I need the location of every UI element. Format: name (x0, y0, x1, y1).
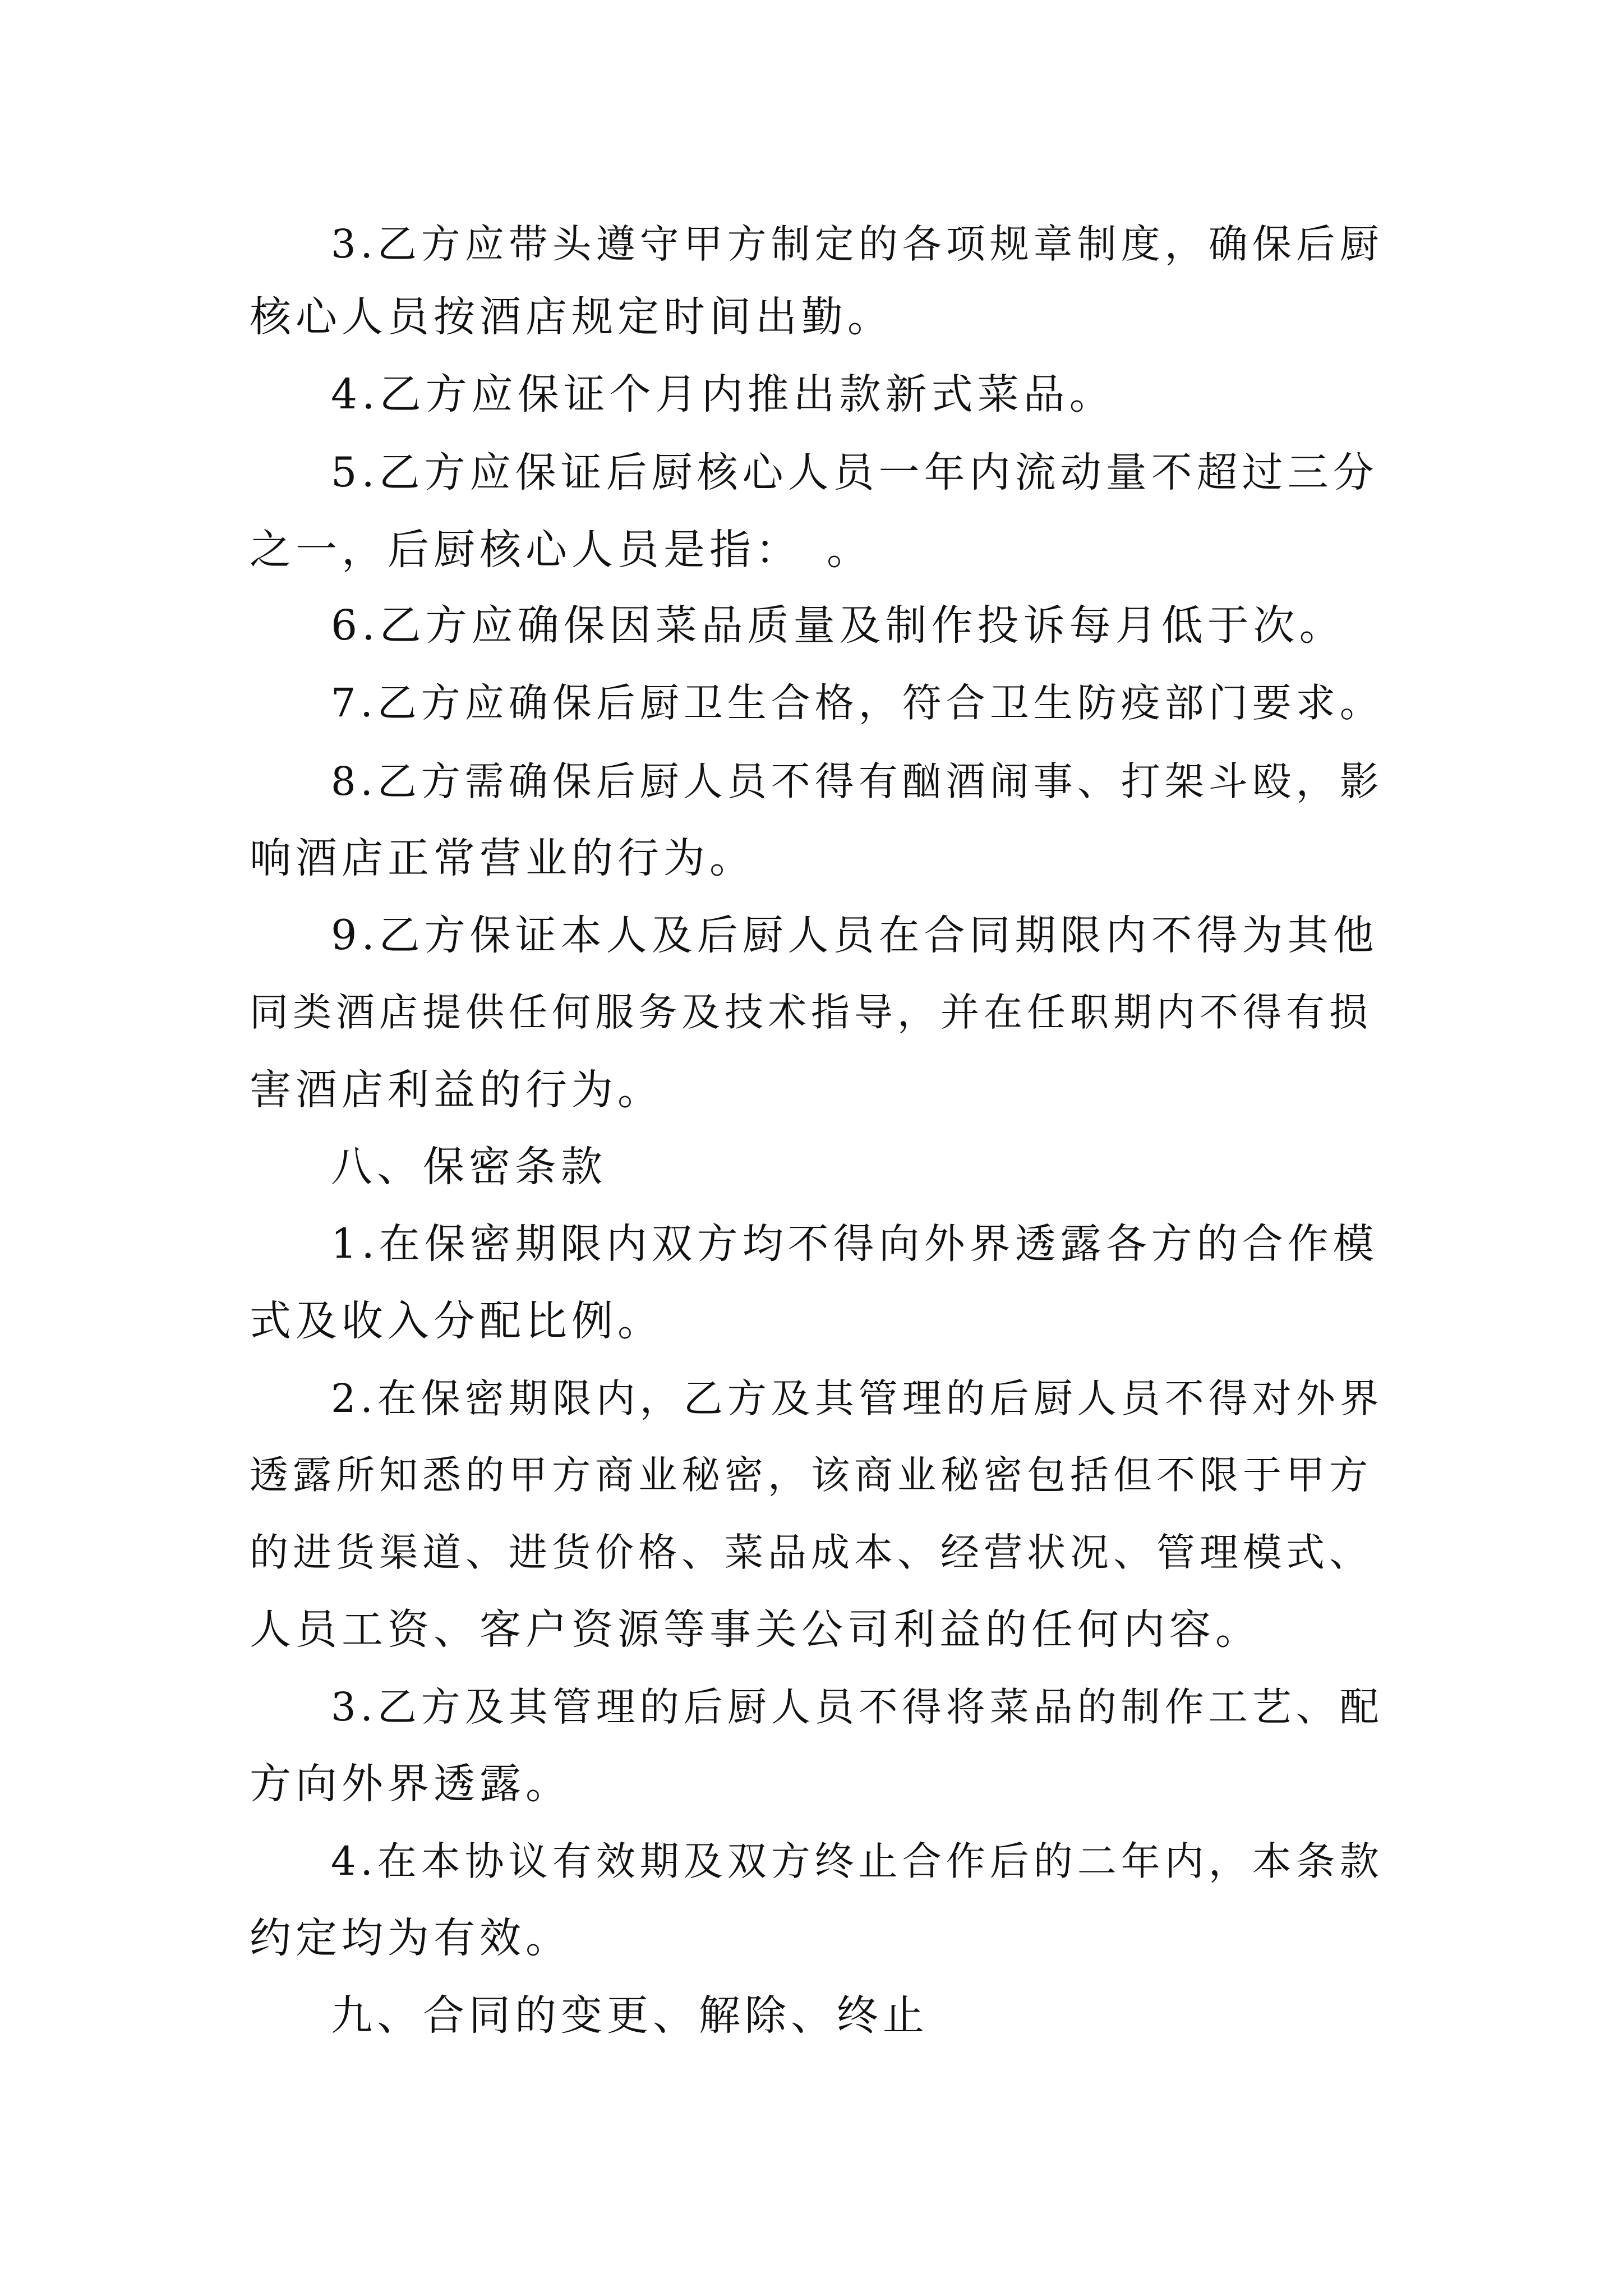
paragraph-line: 2.在保密期限内，乙方及其管理的后厨人员不得对外界 (331, 1375, 1384, 1421)
paragraph-line: 5.乙方应保证后厨核心人员一年内流动量不超过三分 (331, 449, 1378, 496)
paragraph-line: 同类酒店提供任何服务及技术指导，并在任职期内不得有损 (250, 990, 1372, 1035)
paragraph-line: 8.乙方需确保后厨人员不得有酗酒闹事、打架斗殴，影 (331, 758, 1384, 804)
paragraph-line: 9.乙方保证本人及后厨人员在合同期限内不得为其他 (331, 912, 1378, 959)
paragraph-line: 核心人员按酒店规定时间出勤。 (250, 293, 893, 341)
paragraph-line: 4.在本协议有效期及双方终止合作后的二年内，本条款 (331, 1838, 1384, 1884)
paragraph-line: 约定均为有效。 (250, 1914, 571, 1962)
paragraph-line: 之一，后厨核心人员是指： 。 (250, 526, 873, 574)
paragraph-line: 方向外界透露。 (250, 1760, 571, 1808)
paragraph-line: 响酒店正常营业的行为。 (250, 834, 755, 882)
section-heading: 八、保密条款 (331, 1143, 607, 1191)
paragraph-line: 1.在保密期限内双方均不得向外界透露各方的合作模 (331, 1220, 1378, 1268)
paragraph-line: 6.乙方应确保因菜品质量及制作投诉每月低于次。 (331, 601, 1345, 650)
paragraph-line: 4.乙方应保证个月内推出款新式菜品。 (331, 370, 1115, 418)
paragraph-line: 3.乙方应带头遵守甲方制定的各项规章制度，确保后厨 (331, 221, 1384, 267)
paragraph-line: 人员工资、客户资源等事关公司利益的任何内容。 (250, 1605, 1261, 1654)
section-heading: 九、合同的变更、解除、终止 (331, 1991, 929, 2040)
paragraph-line: 害酒店利益的行为。 (250, 1066, 663, 1114)
paragraph-line: 的进货渠道、进货价格、菜品成本、经营状况、管理模式、 (250, 1530, 1372, 1575)
paragraph-line: 3.乙方及其管理的后厨人员不得将菜品的制作工艺、配 (331, 1684, 1384, 1730)
paragraph-line: 式及收入分配比例。 (250, 1297, 663, 1345)
paragraph-line: 透露所知悉的甲方商业秘密，该商业秘密包括但不限于甲方 (250, 1453, 1372, 1498)
paragraph-line: 7.乙方应确保后厨卫生合格，符合卫生防疫部门要求。 (331, 680, 1384, 726)
